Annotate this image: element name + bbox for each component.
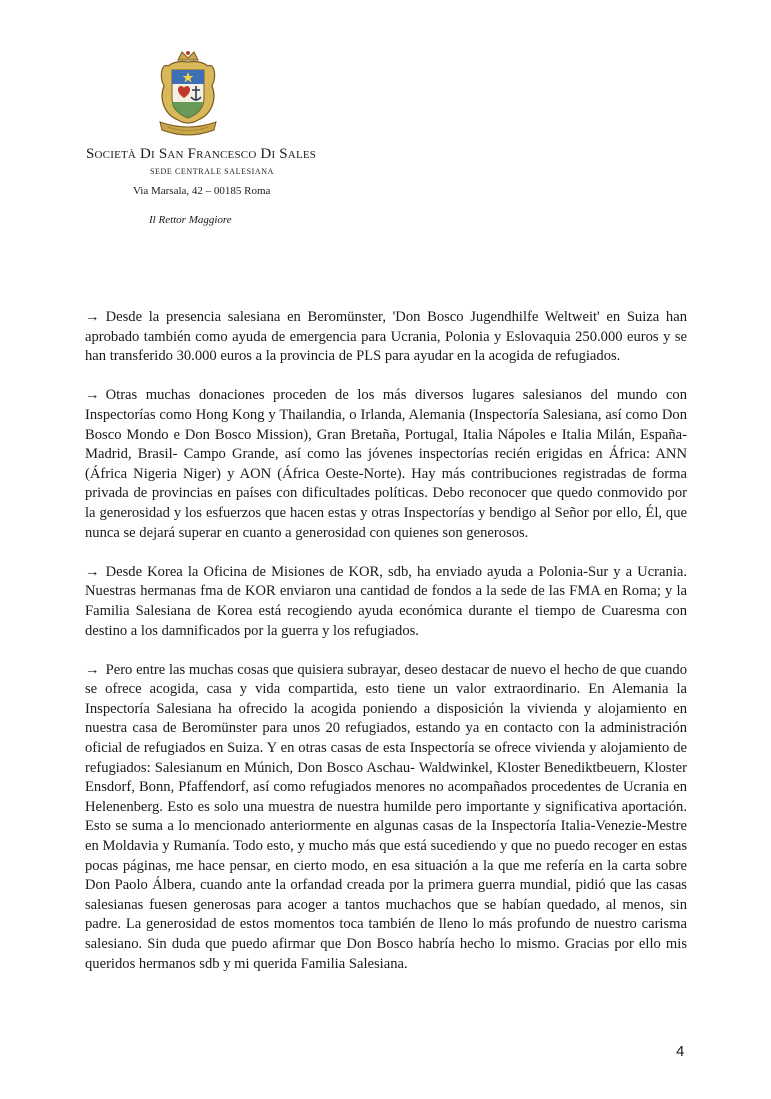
paragraph-text: Desde Korea la Oficina de Misiones de KOR, sdb, ha enviado ayuda a Polonia-Sur y a Ucrania. Nuestras hermanas fma de KOR enviaron una cantidad de fondos a la sede de las FMA en Roma; y la Familia Salesiana de Korea está recogiendo ayuda económica durante el tiempo de Cuaresma con destino a los damnificados por la guerra y los refugiados. — [85, 563, 687, 639]
organization-subtitle: SEDE CENTRALE SALESIANA — [150, 167, 275, 176]
organization-name: Società Di San Francesco Di Sales — [86, 146, 317, 162]
page-number: 4 — [676, 1043, 685, 1060]
arrow-icon: → — [85, 387, 100, 404]
crest-logo — [156, 50, 220, 142]
arrow-icon: → — [85, 661, 100, 678]
arrow-icon: → — [85, 563, 100, 580]
paragraph-2 — [85, 386, 687, 543]
paragraph-text: Otras muchas donaciones proceden de los más diversos lugares salesianos del mundo con Inspectorías como Hong Kong y Thailandia, o Irlanda, Alemania (Inspectoría Salesiana, así como Don Bosco Mondo e Don Bosco Mission), Gran Bretaña, Portugal, Italia Nápoles e Italia Milán, España-Madrid, Brasil- Campo Grande, así como las jóvenes inspectorías recién erigidas en África: ANN (África Nigeria Niger) y AON (África Oeste-Norte). Hay más contribuciones registradas de forma privada de provincias en países con dificultades políticas. Debo reconocer que quedo conmovido por la generosidad y los esfuerzos que hacen estas y otras Inspectorías y bendigo al Señor por ello, Él, que nunca se dejará superar en cuanto a generosidad con quienes son generosos. — [85, 387, 687, 541]
paragraph-4 — [85, 661, 687, 975]
letter-body — [85, 308, 687, 994]
paragraph-text: Pero entre las muchas cosas que quisiera subrayar, deseo destacar de nuevo el hecho de que cuando se ofrece acogida, casa y vida compartida, esto tiene un valor extraordinario. En Alemania la Inspectoría Salesiana ha ofrecido la acogida poniendo a disposición la vivienda y alojamiento en nuestra casa de Beromünster para unos 20 refugiados, estando ya en contacto con la administración oficial de refugiados en Suiza. Y en otras casas de esta Inspectoría se ofrece vivienda y alojamiento de refugiados: Salesianum en Múnich, Don Bosco Aschau- Waldwinkel, Kloster Benediktbeuern, Kloster Ensdorf, Bonn, Pfaffendorf, así como refugiados menores no acompañados procedentes de Ucrania en Helenenberg. Esto es solo una muestra de nuestra humilde pero importante y significativa aportación. Esto se suma a lo mencionado anteriormente en algunas casas de la Inspectoría Italia-Venezie-Mestre en Moldavia y Rumanía. Todo esto, y mucho más que está sucediendo y que no puedo recoger en estas pocas páginas, me hace pensar, en cierto modo, en esa situación a la que me refería en la carta sobre Don Paolo Álbera, cuando ante la orfandad creada por la primera guerra mundial, pidió que las casas salesianas fuesen generosas para acoger a tantos muchachos que se habían quedado, al menos, sin padre. La generosidad de estos momentos toca también de lleno lo más profundo de nuestro carisma salesiano. Sin duda que puedo afirmar que Don Bosco habría hecho lo mismo. Gracias por ello mis queridos hermanos sdb y mi querida Familia Salesiana. — [85, 661, 687, 972]
paragraph-3 — [85, 563, 687, 641]
paragraph-text: Desde la presencia salesiana en Beromünster, 'Don Bosco Jugendhilfe Weltweit' en Suiza han aprobado también como ayuda de emergencia para Ucrania, Polonia y Eslovaquia 250.000 euros y se han transferido 30.000 euros a la provincia de PLS para ayudar en la acogida de refugiados. — [85, 309, 687, 365]
organization-address: Via Marsala, 42 – 00185 Roma — [133, 185, 271, 197]
paragraph-1 — [85, 308, 687, 367]
arrow-icon: → — [85, 309, 100, 325]
sender-role: Il Rettor Maggiore — [149, 214, 232, 226]
